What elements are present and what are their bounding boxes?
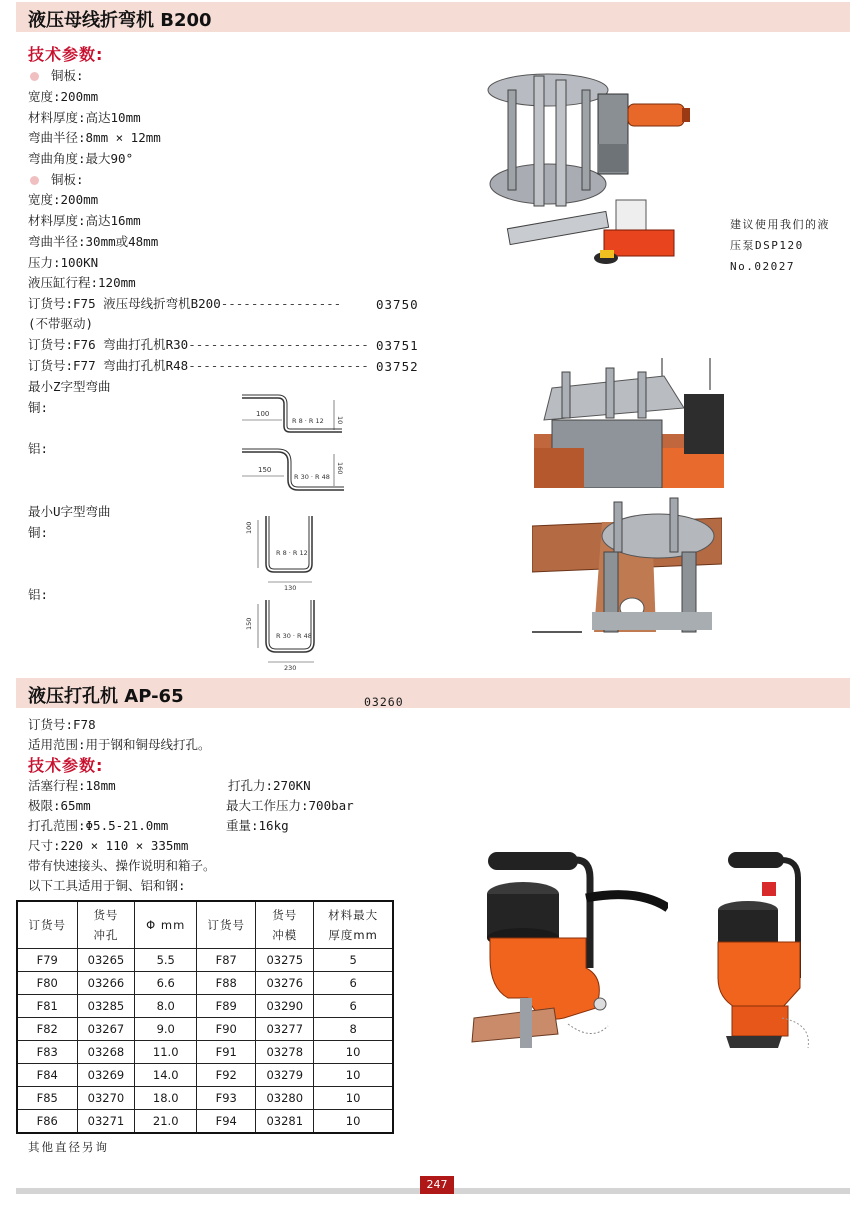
table-cell: F89 <box>197 995 256 1018</box>
product-code: 03260 <box>364 695 404 709</box>
spec-size: 尺寸:220 × 110 × 335mm <box>28 838 189 853</box>
spec-weight: 重量:16kg <box>226 818 289 833</box>
table-row <box>17 1064 393 1087</box>
header-line: 货号 <box>93 908 119 922</box>
order-note: (不带驱动) <box>28 316 94 331</box>
copper-label: 铜板: <box>51 68 84 83</box>
section-title: 液压打孔机 AP-65 <box>28 686 184 707</box>
spec-thickness: 材料厚度:高达16mm <box>28 213 141 228</box>
copper-label: 铜板: <box>51 172 84 187</box>
u-bend-copper-diagram <box>238 512 320 592</box>
table-cell: 03290 <box>256 995 314 1018</box>
col-header <box>197 901 256 949</box>
page-number: 247 <box>420 1176 454 1194</box>
order-line-f76 <box>28 335 369 353</box>
ap65-image-2 <box>712 848 822 1060</box>
table-cell: 10 <box>314 1041 393 1064</box>
col-header <box>17 901 77 949</box>
table-row <box>17 1110 393 1134</box>
dim-a: 100 <box>245 521 253 534</box>
table-cell: 03285 <box>77 995 135 1018</box>
spec-stroke: 液压缸行程:120mm <box>28 275 136 290</box>
col-header <box>135 901 197 949</box>
dim-b: 160 <box>336 462 344 475</box>
table-row <box>17 995 393 1018</box>
section-header-ap65 <box>16 678 850 708</box>
table-cell: F93 <box>197 1087 256 1110</box>
table-cell: 03269 <box>77 1064 135 1087</box>
radius-label: R 8 · R 12 <box>292 417 324 425</box>
table-header-row <box>17 901 393 949</box>
order-dashes: ---------------- <box>220 296 342 311</box>
spec-angle: 弯曲角度:最大90° <box>28 151 134 166</box>
table-cell: F91 <box>197 1041 256 1064</box>
dim-a: 150 <box>245 617 253 630</box>
table-cell: 11.0 <box>135 1041 197 1064</box>
table-cell: 10 <box>314 1110 393 1134</box>
col-header <box>314 901 393 949</box>
order-code: 03751 <box>376 338 419 353</box>
tools-note: 以下工具适用于铜、铝和钢: <box>28 878 186 893</box>
header-line: 冲孔 <box>93 928 119 942</box>
dim-b: 230 <box>284 664 297 672</box>
table-cell: F86 <box>17 1110 77 1134</box>
table-cell: F87 <box>197 949 256 972</box>
spec-pressure: 压力:100KN <box>28 255 99 270</box>
table-cell: 03277 <box>256 1018 314 1041</box>
order-dashes: ------------------------ <box>188 337 369 352</box>
table-cell: 03276 <box>256 972 314 995</box>
z-bend-copper: 铜: <box>28 400 49 415</box>
b200-machine-image <box>486 50 706 270</box>
spec-includes: 带有快速接头、操作说明和箱子。 <box>28 858 216 873</box>
order-number: 订货号:F78 <box>28 717 96 732</box>
spec-radius: 弯曲半径:30mm或48mm <box>28 234 159 249</box>
header-line: 订货号 <box>207 918 245 932</box>
header-line: 货号 <box>272 908 298 922</box>
table-cell: 10 <box>314 1087 393 1110</box>
spec-max-pressure: 最大工作压力:700bar <box>226 798 354 813</box>
table-cell: 21.0 <box>135 1110 197 1134</box>
copper-item-2 <box>28 170 84 188</box>
table-cell: 6.6 <box>135 972 197 995</box>
u-bend-copper: 铜: <box>28 525 49 540</box>
table-cell: 10 <box>314 1064 393 1087</box>
u-bend-aluminum-diagram <box>238 596 324 672</box>
section-header-b200 <box>16 2 850 32</box>
order-line-f77 <box>28 356 369 374</box>
u-bend-label: 最小U字型弯曲 <box>28 504 111 519</box>
z-bend-aluminum-diagram <box>238 446 350 496</box>
radius-label: R 30 · R 48 <box>276 632 312 640</box>
table-cell: F82 <box>17 1018 77 1041</box>
col-header <box>77 901 135 949</box>
order-line-f75 <box>28 294 341 312</box>
table-cell: F88 <box>197 972 256 995</box>
params-heading: 技术参数: <box>28 45 104 64</box>
table-cell: 8.0 <box>135 995 197 1018</box>
spec-width: 宽度:200mm <box>28 192 99 207</box>
table-row <box>17 1018 393 1041</box>
header-line: Φ mm <box>146 918 186 932</box>
order-text: 订货号:F77 弯曲打孔机R48 <box>28 358 189 373</box>
order-dashes: ------------------------ <box>188 358 369 373</box>
table-cell: 6 <box>314 995 393 1018</box>
dim-a: 100 <box>256 410 270 418</box>
z-bend-aluminum: 铝: <box>28 441 49 456</box>
table-cell: 03267 <box>77 1018 135 1041</box>
pump-caption <box>730 214 830 277</box>
table-cell: F79 <box>17 949 77 972</box>
table-row <box>17 972 393 995</box>
table-cell: 03278 <box>256 1041 314 1064</box>
table-cell: F81 <box>17 995 77 1018</box>
z-bend-copper-diagram <box>238 390 348 438</box>
dim-b: 10 <box>336 416 344 425</box>
table-cell: 9.0 <box>135 1018 197 1041</box>
order-code: 03752 <box>376 359 419 374</box>
table-cell: 03270 <box>77 1087 135 1110</box>
dim-a: 150 <box>258 466 272 474</box>
table-cell: 8 <box>314 1018 393 1041</box>
pump-caption-line: 建议使用我们的液 <box>730 218 830 231</box>
order-text: 订货号:F76 弯曲打孔机R30 <box>28 337 189 352</box>
order-text: 订货号:F75 液压母线折弯机B200 <box>28 296 221 311</box>
z-bend-label: 最小Z字型弯曲 <box>28 379 111 394</box>
table-body <box>17 949 393 1134</box>
spec-thickness: 材料厚度:高达10mm <box>28 110 141 125</box>
bending-closeup-image-2 <box>532 492 722 634</box>
table-cell: 5 <box>314 949 393 972</box>
table-cell: 03266 <box>77 972 135 995</box>
table-cell: 03279 <box>256 1064 314 1087</box>
table-cell: 6 <box>314 972 393 995</box>
bending-closeup-image-1 <box>534 358 724 488</box>
header-line: 厚度mm <box>328 928 378 942</box>
table-cell: 03280 <box>256 1087 314 1110</box>
bullet-icon <box>30 176 39 185</box>
spec-punch-force: 打孔力:270KN <box>228 778 311 793</box>
table-cell: F84 <box>17 1064 77 1087</box>
table-cell: 14.0 <box>135 1064 197 1087</box>
table-cell: 03265 <box>77 949 135 972</box>
pump-caption-line: 压泵DSP120 <box>730 239 804 252</box>
table-cell: F83 <box>17 1041 77 1064</box>
radius-label: R 30 · R 48 <box>294 473 330 481</box>
table-cell: 18.0 <box>135 1087 197 1110</box>
ap65-image-1 <box>468 848 668 1060</box>
table-cell: F94 <box>197 1110 256 1134</box>
dim-b: 130 <box>284 584 297 592</box>
header-line: 冲模 <box>272 928 298 942</box>
header-line: 订货号 <box>28 918 66 932</box>
spec-radius: 弯曲半径:8mm × 12mm <box>28 130 161 145</box>
table-row <box>17 1041 393 1064</box>
radius-label: R 8 · R 12 <box>276 549 308 557</box>
spec-limit: 极限:65mm <box>28 798 91 813</box>
scope: 适用范围:用于钢和铜母线打孔。 <box>28 737 211 752</box>
params-heading: 技术参数: <box>28 756 104 775</box>
table-cell: 5.5 <box>135 949 197 972</box>
copper-item-1 <box>28 66 84 84</box>
table-cell: F85 <box>17 1087 77 1110</box>
table-row <box>17 1087 393 1110</box>
spec-width: 宽度:200mm <box>28 89 99 104</box>
order-code: 03750 <box>376 297 419 312</box>
col-header <box>256 901 314 949</box>
u-bend-aluminum: 铝: <box>28 587 49 602</box>
spec-piston-stroke: 活塞行程:18mm <box>28 778 116 793</box>
table-cell: 03275 <box>256 949 314 972</box>
header-line: 材料最大 <box>328 908 379 922</box>
section-title: 液压母线折弯机 B200 <box>28 10 212 31</box>
pump-caption-line: No.02027 <box>730 260 795 273</box>
table-cell: 03281 <box>256 1110 314 1134</box>
table-cell: 03271 <box>77 1110 135 1134</box>
table-row <box>17 949 393 972</box>
spec-punch-range: 打孔范围:Φ5.5-21.0mm <box>28 818 169 833</box>
table-cell: 03268 <box>77 1041 135 1064</box>
table-cell: F92 <box>197 1064 256 1087</box>
bullet-icon <box>30 72 39 81</box>
punch-die-table <box>16 900 394 1134</box>
table-cell: F80 <box>17 972 77 995</box>
footnote: 其他直径另询 <box>28 1140 109 1154</box>
table-cell: F90 <box>197 1018 256 1041</box>
